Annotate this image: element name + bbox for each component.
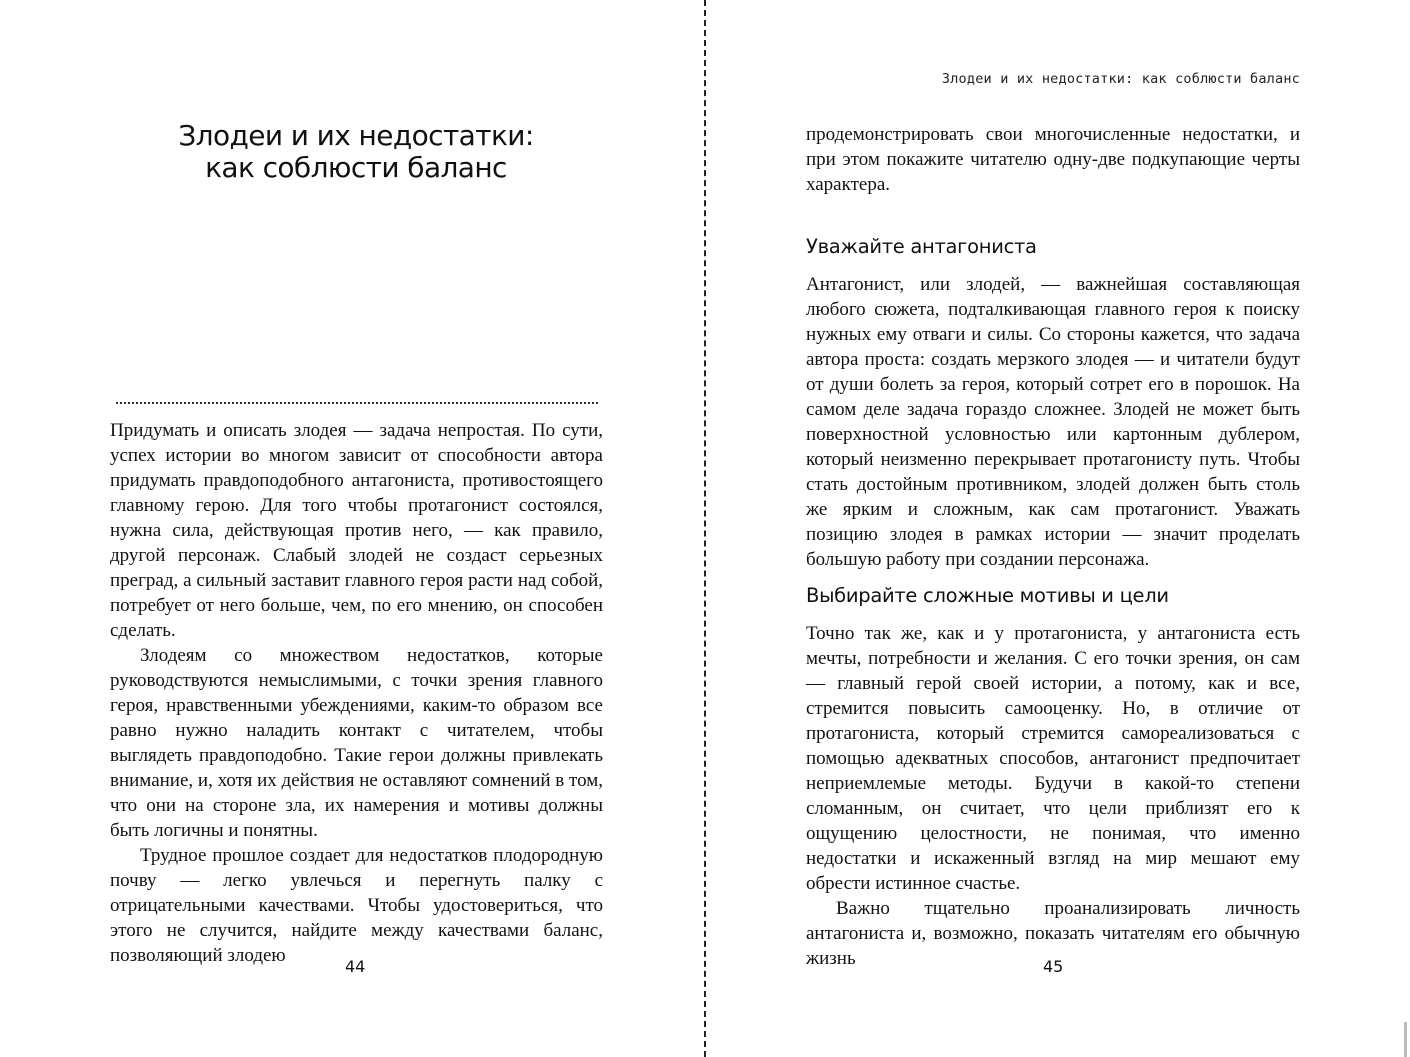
section-heading-respect-antagonist: Уважайте антагониста — [806, 235, 1037, 258]
body-paragraph-2: Злодеям со множеством недостатков, которые руководствуются немыслимыми, с точки зрения главного героя, нравственными убеждениями, каким-то образом все равно нужно наладить контакт с читателем, чтобы выглядеть правдоподобно. Такие герои должны привлекать внимание, и, хотя их действия не оставляют сомнений в том, что они на стороне зла, их намерения и мотивы должны быть логичны и понятны. — [110, 645, 603, 841]
chapter-title — [110, 120, 602, 184]
section-2-paragraph-1: Точно так же, как и у протагониста, у антагониста есть мечты, потребности и желания. С его точки зрения, он сам — главный герой своей истории, а потому, как и все, стремится повысить самооценку. Но, в отличие от протагониста, который стремится самореализоваться с помощью адекватных способов, антагонист предпочитает неприемлемые методы. Будучи в какой-то степени сломанным, он считает, что цели приблизят его к ощущению целостности, не понимая, что именно недостатки и искаженный взгляд на мир мешают ему обрести истинное счастье. — [806, 623, 1300, 894]
continued-text: продемонстрировать свои многочисленные недостатки, и при этом покажите читателю одну-две подкупающие черты характера. — [806, 124, 1300, 195]
page-number-right: 45 — [1043, 957, 1064, 976]
left-page — [0, 0, 704, 1057]
section-1-paragraph: Антагонист, или злодей, — важнейшая составляющая любого сюжета, подталкивающая главного героя к поиску нужных ему отваги и силы. Со стороны кажется, что задача автора проста: создать мерзкого злодея — и читатели будут от души болеть за героя, который сотрет его в порошок. На самом деле задача гораздо сложнее. Злодей не может быть поверхностной условностью или картонным дублером, который неизменно перекрывает протагонисту путь. Чтобы стать достойным противником, злодей должен быть столь же ярким и сложным, как сам протагонист. Уважать позицию злодея в рамках истории — значит проделать большую работу при создании персонажа. — [806, 274, 1300, 570]
continued-paragraph — [806, 122, 1300, 197]
left-page-body — [110, 418, 603, 968]
section-2-paragraph-2: Важно тщательно проанализировать личность антагониста и, возможно, показать читателям его обычную жизнь — [806, 898, 1300, 969]
page-number-left: 44 — [345, 957, 366, 976]
dotted-divider — [116, 402, 598, 404]
section-heading-complex-motives: Выбирайте сложные мотивы и цели — [806, 584, 1169, 607]
section-2-body — [806, 621, 1300, 971]
chapter-title-line-1: Злодеи и их недостатки: — [178, 119, 534, 152]
body-paragraph-3: Трудное прошлое создает для недостатков плодородную почву — легко увлечься и перегнуть палку с отрицательными качествами. Чтобы удостовериться, что этого не случится, найдите между качествами баланс, позволяющий злодею — [110, 845, 603, 966]
chapter-title-line-2: как соблюсти баланс — [205, 151, 507, 184]
page-spine-divider — [704, 0, 706, 1057]
running-head: Злодеи и их недостатки: как соблюсти баланс — [941, 71, 1300, 87]
body-paragraph-1: Придумать и описать злодея — задача непростая. По сути, успех истории во многом зависит от способности автора придумать правдоподобного антагониста, противостоящего главному герою. Для того чтобы протагонист состоялся, нужна сила, действующая против него, — как правило, другой персонаж. Слабый злодей не создаст серьезных преград, а сильный заставит главного героя расти над собой, потребует от него больше, чем, по его мнению, он способен сделать. — [110, 420, 603, 641]
section-1-body — [806, 272, 1300, 572]
scan-edge-mark — [1404, 1022, 1407, 1057]
